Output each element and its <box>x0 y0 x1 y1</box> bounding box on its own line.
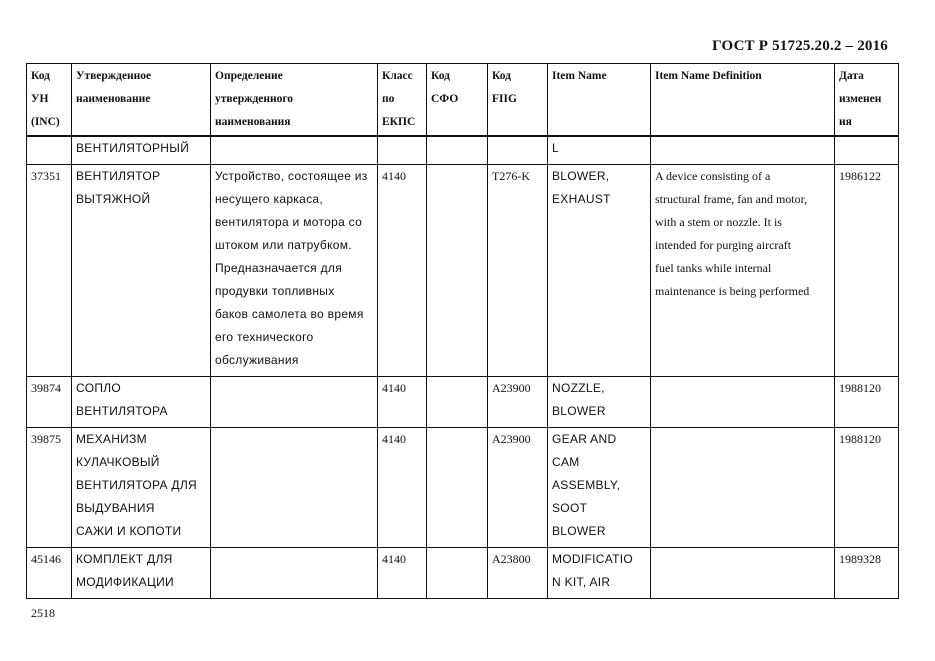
cell-line: EXHAUST <box>552 192 611 206</box>
cell-item-definition <box>651 377 835 428</box>
cell-item-name <box>548 136 651 165</box>
cell-name <box>72 165 211 377</box>
cell-line: ВЕНТИЛЯТОРНЫЙ <box>76 141 190 155</box>
column-header-line: ия <box>839 116 852 128</box>
column-header-change-date <box>835 64 899 137</box>
cell-class <box>378 136 427 165</box>
document-title: ГОСТ Р 51725.20.2 – 2016 <box>712 38 888 54</box>
column-header-fiig <box>488 64 548 137</box>
cell-item-definition <box>651 548 835 599</box>
cell-line: ВЕНТИЛЯТОР <box>76 169 161 183</box>
cell-item-name <box>548 377 651 428</box>
column-header-sfo <box>427 64 488 137</box>
cell-definition <box>211 136 378 165</box>
cell-fiig: A23900 <box>488 377 548 428</box>
cell-date: 1989328 <box>835 548 899 599</box>
cell-fiig: A23900 <box>488 428 548 548</box>
column-header-line: Item Name <box>552 70 607 82</box>
cell-line: КОМПЛЕКТ ДЛЯ <box>76 552 173 566</box>
cell-sfo <box>427 165 488 377</box>
cell-fiig: T276-K <box>488 165 548 377</box>
cell-line: ВЫТЯЖНОЙ <box>76 192 151 206</box>
column-header-line: УН <box>31 93 49 105</box>
cell-item-name <box>548 548 651 599</box>
cell-line: штоком или патрубком. <box>215 238 352 252</box>
column-header-line: по <box>382 93 395 105</box>
catalog-table <box>26 63 899 599</box>
cell-line: structural frame, fan and motor, <box>655 192 808 206</box>
column-header-line: Утвержденное <box>76 70 152 82</box>
cell-line: ВЫДУВАНИЯ <box>76 501 155 515</box>
cell-line: CAM <box>552 455 580 469</box>
cell-name <box>72 428 211 548</box>
table-row <box>27 165 899 377</box>
cell-code: 39875 <box>27 428 72 548</box>
cell-code: 39874 <box>27 377 72 428</box>
table-row <box>27 548 899 599</box>
column-header-line: Определение <box>215 70 283 82</box>
cell-item-name <box>548 165 651 377</box>
cell-line: ASSEMBLY, <box>552 478 621 492</box>
column-header-line: утвержденного <box>215 93 294 105</box>
table-header <box>27 64 899 137</box>
column-header-line: Код <box>431 70 451 82</box>
cell-class: 4140 <box>378 377 427 428</box>
cell-date <box>835 136 899 165</box>
table-body <box>27 136 899 599</box>
cell-line: ВЕНТИЛЯТОРА <box>76 404 168 418</box>
page-number: 2518 <box>31 606 55 620</box>
cell-line: МОДИФИКАЦИИ <box>76 575 174 589</box>
cell-definition <box>211 165 378 377</box>
cell-date: 1988120 <box>835 428 899 548</box>
cell-line: КУЛАЧКОВЫЙ <box>76 455 160 469</box>
cell-sfo <box>427 548 488 599</box>
cell-line: МЕХАНИЗМ <box>76 432 147 446</box>
cell-name <box>72 136 211 165</box>
table-row <box>27 428 899 548</box>
cell-line: SOOT <box>552 501 588 515</box>
cell-line: баков самолета во время <box>215 307 364 321</box>
cell-sfo <box>427 377 488 428</box>
cell-line: with a stem or nozzle. It is <box>655 215 782 229</box>
cell-name <box>72 548 211 599</box>
cell-line: MODIFICATIO <box>552 552 634 566</box>
table-header-row <box>27 64 899 137</box>
cell-code: 45146 <box>27 548 72 599</box>
cell-line: Предназначается для <box>215 261 343 275</box>
cell-item-definition <box>651 428 835 548</box>
column-header-line: ЕКПС <box>382 116 416 128</box>
cell-class: 4140 <box>378 548 427 599</box>
cell-line: GEAR AND <box>552 432 617 446</box>
cell-definition <box>211 377 378 428</box>
cell-line: BLOWER, <box>552 169 610 183</box>
cell-line: СОПЛО <box>76 381 122 395</box>
column-header-code <box>27 64 72 137</box>
cell-item-definition <box>651 136 835 165</box>
cell-line: вентилятора и мотора со <box>215 215 363 229</box>
column-header-item-name <box>548 64 651 137</box>
cell-date: 1986122 <box>835 165 899 377</box>
cell-line: ВЕНТИЛЯТОРА ДЛЯ <box>76 478 198 492</box>
cell-line: A device consisting of a <box>655 169 771 183</box>
table-row <box>27 136 899 165</box>
column-header-item-definition <box>651 64 835 137</box>
cell-definition <box>211 548 378 599</box>
column-header-line: Код <box>31 70 51 82</box>
column-header-line: Item Name Definition <box>655 70 762 82</box>
column-header-line: СФО <box>431 93 459 105</box>
cell-item-name <box>548 428 651 548</box>
table-row <box>27 377 899 428</box>
cell-sfo <box>427 428 488 548</box>
cell-date: 1988120 <box>835 377 899 428</box>
cell-line: его технического <box>215 330 314 344</box>
cell-line: intended for purging aircraft <box>655 238 792 252</box>
cell-line: L <box>552 141 559 155</box>
column-header-line: Класс <box>382 70 413 82</box>
cell-line: несущего каркаса, <box>215 192 323 206</box>
column-header-line: FIIG <box>492 93 517 105</box>
cell-line: BLOWER <box>552 524 606 538</box>
column-header-line: Код <box>492 70 512 82</box>
cell-definition <box>211 428 378 548</box>
cell-fiig <box>488 136 548 165</box>
column-header-class <box>378 64 427 137</box>
cell-sfo <box>427 136 488 165</box>
cell-line: NOZZLE, <box>552 381 605 395</box>
cell-line: продувки топливных <box>215 284 335 298</box>
cell-line: N KIT, AIR <box>552 575 611 589</box>
cell-line: Устройство, состоящее из <box>215 169 368 183</box>
cell-line: BLOWER <box>552 404 606 418</box>
column-header-line: изменен <box>839 93 882 105</box>
cell-fiig: A23800 <box>488 548 548 599</box>
column-header-definition <box>211 64 378 137</box>
cell-name <box>72 377 211 428</box>
column-header-name <box>72 64 211 137</box>
cell-class: 4140 <box>378 165 427 377</box>
column-header-line: Дата <box>839 70 864 82</box>
cell-line: fuel tanks while internal <box>655 261 772 275</box>
column-header-line: наименование <box>76 93 151 105</box>
cell-line: обслуживания <box>215 353 299 367</box>
cell-class: 4140 <box>378 428 427 548</box>
cell-line: САЖИ И КОПОТИ <box>76 524 182 538</box>
cell-code <box>27 136 72 165</box>
cell-item-definition <box>651 165 835 377</box>
cell-line: maintenance is being performed <box>655 284 810 298</box>
column-header-line: наименования <box>215 116 291 128</box>
column-header-line: (INC) <box>31 116 60 128</box>
cell-code: 37351 <box>27 165 72 377</box>
